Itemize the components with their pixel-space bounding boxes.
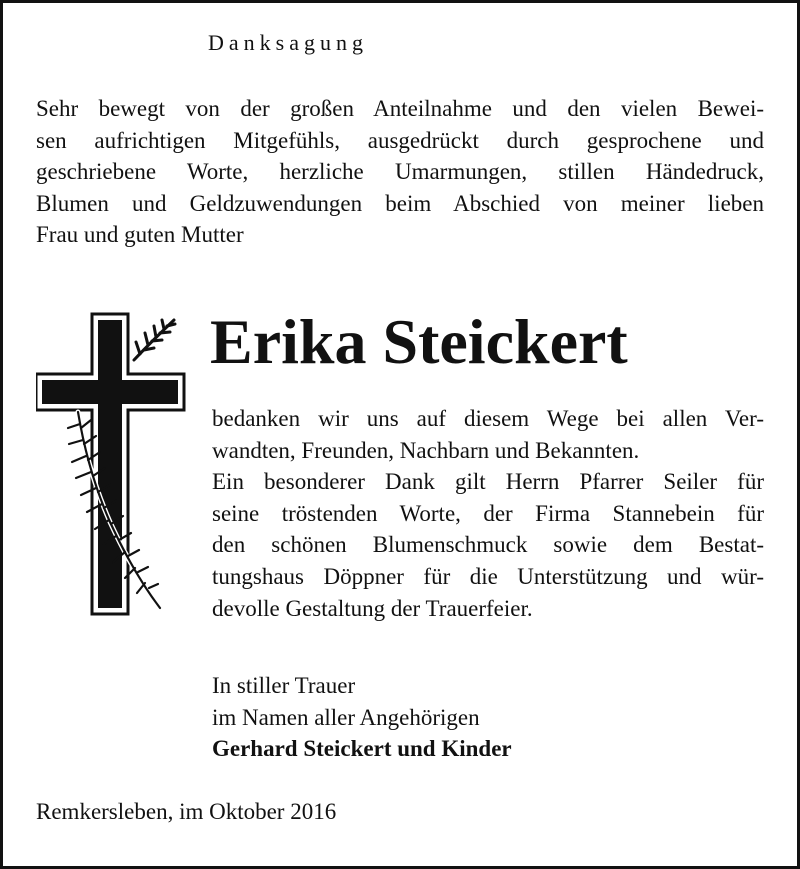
body-line: bedanken wir uns auf diesem Wege bei allen Ver-: [212, 406, 764, 431]
intro-line: Blumen und Geldzuwendungen beim Abschied von meiner lieben: [36, 190, 764, 216]
signer-name: Gerhard Steickert und Kinder: [212, 736, 512, 762]
intro-line: Sehr bewegt von der großen Anteilnahme und den vielen Bewei-: [36, 96, 764, 121]
body-line: seine tröstenden Worte, der Firma Stannebein für: [212, 500, 764, 526]
body-line: den schönen Blumenschmuck sowie dem Bestat-: [212, 532, 764, 558]
notice-heading: Danksagung: [208, 30, 368, 55]
place-date: Remkersleben, im Oktober 2016: [36, 799, 337, 824]
closing-line: In stiller Trauer: [212, 673, 356, 698]
body-line: tungshaus Döppner für die Unterstützung und wür-: [212, 563, 764, 589]
cross-with-palm-branch-icon: [36, 312, 186, 616]
body-line: wandten, Freunden, Nachbarn und Bekannten.: [212, 437, 640, 463]
closing-line: im Namen aller Angehörigen: [212, 704, 480, 730]
body-line: Ein besonderer Dank gilt Herrn Pfarrer Seiler für: [212, 469, 764, 495]
intro-line: sen aufrichtigen Mitgefühls, ausgedrückt durch gesprochene und: [36, 127, 764, 153]
body-line: devolle Gestaltung der Trauerfeier.: [212, 595, 533, 621]
deceased-name: Erika Steickert: [210, 306, 628, 377]
intro-paragraph: [36, 93, 764, 251]
thanks-paragraph: [212, 403, 764, 624]
intro-line: Frau und guten Mutter: [36, 222, 244, 248]
closing-block: [212, 670, 512, 765]
intro-line: geschriebene Worte, herzliche Umarmungen, stillen Händedruck,: [36, 159, 764, 185]
